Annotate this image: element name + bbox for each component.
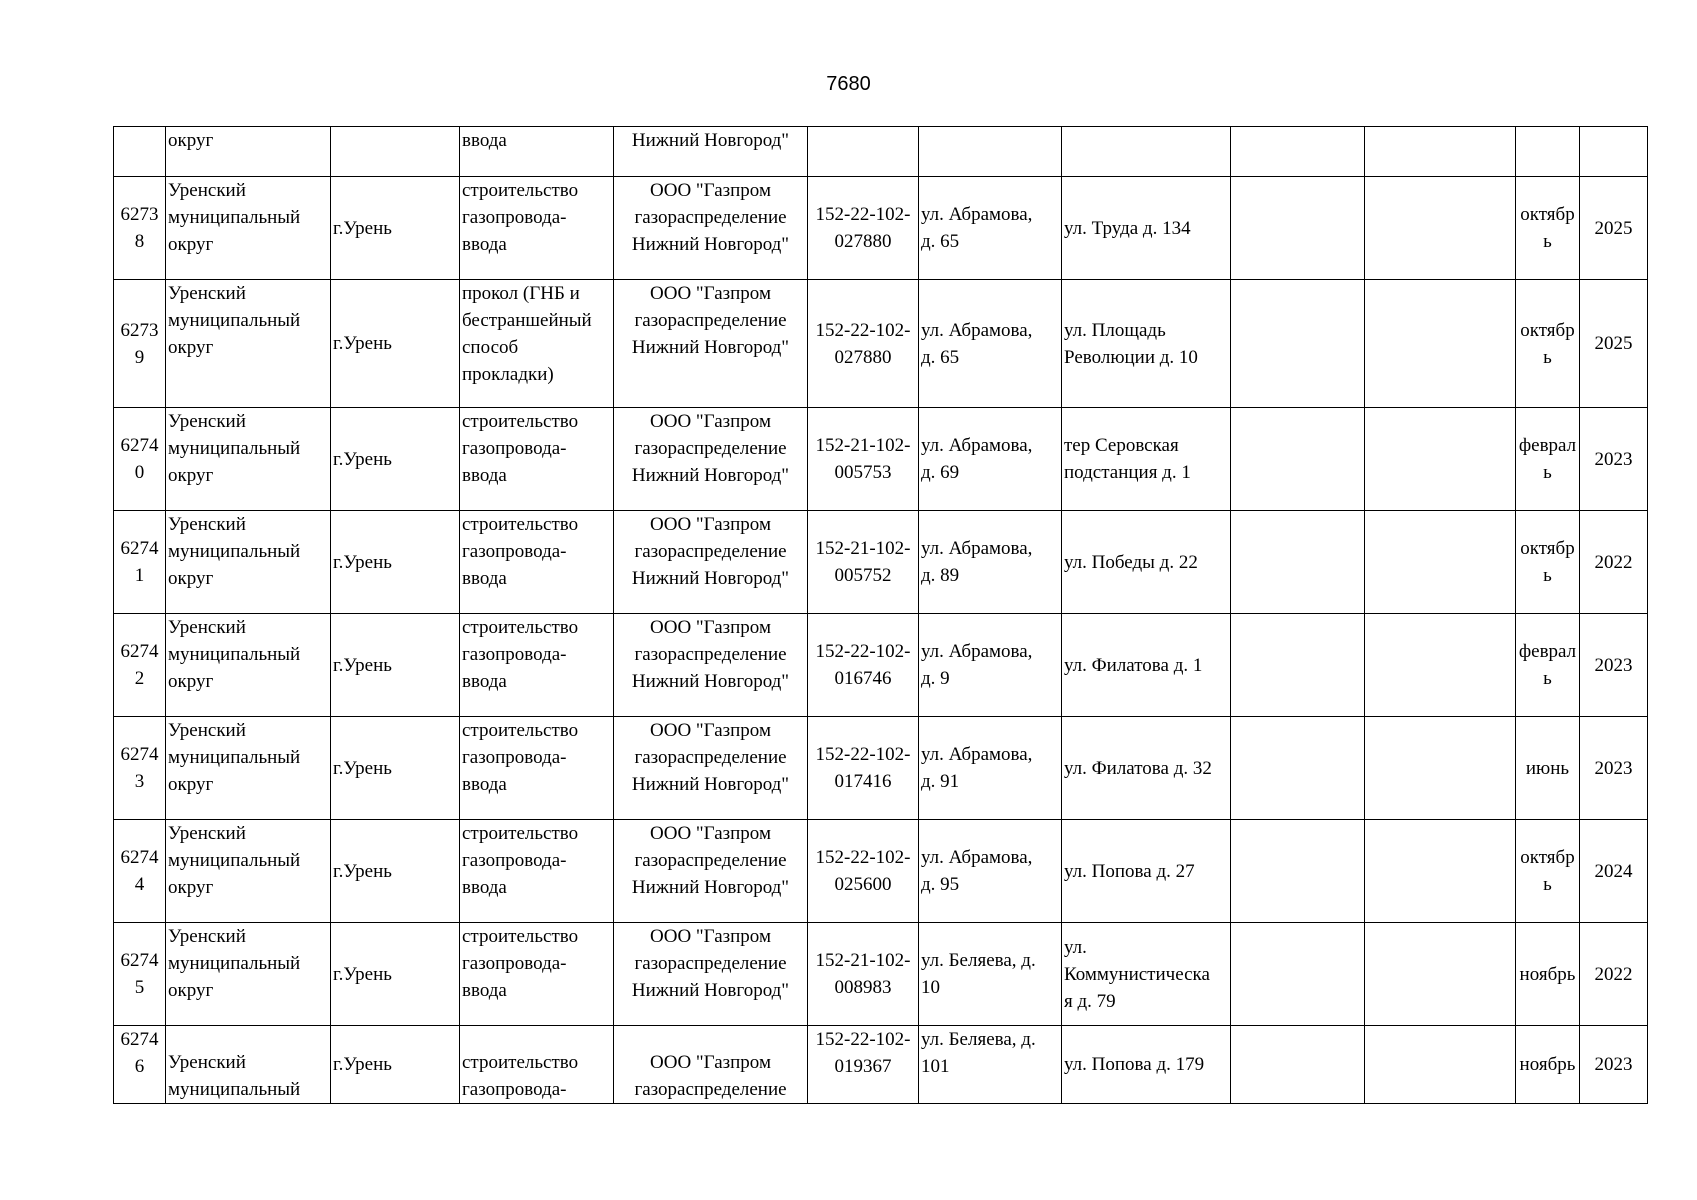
from-address-cell: ул. Абрамова, д. 65 [919,177,1062,280]
code-cell: 152-22-102- 017416 [808,717,919,820]
town-cell [331,127,460,177]
work-type-cell: строительство газопровода- ввода [460,717,614,820]
organization-cell: ООО "Газпром газораспределение Нижний Новгород" [614,820,808,923]
empty-cell [1231,820,1365,923]
district-cell: Уренский муниципальный округ [166,408,331,511]
row-number-cell: 6274 4 [114,820,166,923]
empty-cell [1365,511,1516,614]
month-cell: феврал ь [1516,408,1580,511]
organization-cell: ООО "Газпром газораспределение Нижний Новгород" [614,177,808,280]
year-cell: 2023 [1580,1026,1648,1104]
to-address-cell: ул. Филатова д. 32 [1062,717,1231,820]
year-cell [1580,127,1648,177]
town-cell: г.Урень [331,280,460,408]
code-cell: 152-22-102- 025600 [808,820,919,923]
district-cell: Уренский муниципальный округ [166,717,331,820]
organization-cell: ООО "Газпром газораспределение Нижний Новгород" [614,923,808,1026]
to-address-cell: ул. Площадь Революции д. 10 [1062,280,1231,408]
table-row [114,280,1648,408]
town-cell: г.Урень [331,177,460,280]
code-cell: 152-22-102- 019367 [808,1026,919,1104]
to-address-cell: ул. Победы д. 22 [1062,511,1231,614]
district-cell: Уренский муниципальный округ [166,280,331,408]
district-cell: Уренский муниципальный округ [166,923,331,1026]
empty-cell [1231,127,1365,177]
empty-cell [1365,280,1516,408]
table-row [114,127,1648,177]
district-cell: Уренский муниципальный округ [166,511,331,614]
work-type-cell: строительство газопровода- ввода [460,614,614,717]
from-address-cell: ул. Абрамова, д. 91 [919,717,1062,820]
to-address-cell: ул. Коммунистическа я д. 79 [1062,923,1231,1026]
code-cell [808,127,919,177]
work-type-cell: прокол (ГНБ и бестраншейный способ прокладки) [460,280,614,408]
empty-cell [1365,614,1516,717]
work-type-cell: строительство газопровода- ввода [460,177,614,280]
from-address-cell: ул. Беляева, д. 101 [919,1026,1062,1104]
row-number-cell: 6274 3 [114,717,166,820]
empty-cell [1231,923,1365,1026]
from-address-cell: ул. Абрамова, д. 89 [919,511,1062,614]
month-cell: ноябрь [1516,1026,1580,1104]
empty-cell [1231,717,1365,820]
from-address-cell [919,127,1062,177]
table-row [114,177,1648,280]
code-cell: 152-21-102- 008983 [808,923,919,1026]
year-cell: 2025 [1580,280,1648,408]
empty-cell [1365,923,1516,1026]
year-cell: 2023 [1580,717,1648,820]
work-type-cell: строительство газопровода- ввода [460,820,614,923]
year-cell: 2023 [1580,408,1648,511]
table-row [114,820,1648,923]
to-address-cell: тер Серовская подстанция д. 1 [1062,408,1231,511]
organization-cell: ООО "Газпром газораспределение Нижний Новгород" [614,614,808,717]
from-address-cell: ул. Абрамова, д. 95 [919,820,1062,923]
row-number-cell: 6274 1 [114,511,166,614]
registry-table [113,126,1648,1104]
empty-cell [1365,820,1516,923]
year-cell: 2023 [1580,614,1648,717]
organization-cell: ООО "Газпром газораспределение Нижний Новгород" [614,717,808,820]
row-number-cell: 6274 2 [114,614,166,717]
table-row [114,1026,1648,1104]
row-number-cell: 6274 6 [114,1026,166,1104]
empty-cell [1365,717,1516,820]
work-type-cell: строительство газопровода- [460,1026,614,1104]
empty-cell [1231,408,1365,511]
year-cell: 2025 [1580,177,1648,280]
empty-cell [1365,1026,1516,1104]
month-cell: октябр ь [1516,280,1580,408]
empty-cell [1231,177,1365,280]
month-cell: октябр ь [1516,177,1580,280]
to-address-cell [1062,127,1231,177]
district-cell: Уренский муниципальный округ [166,614,331,717]
town-cell: г.Урень [331,511,460,614]
table-row [114,923,1648,1026]
to-address-cell: ул. Филатова д. 1 [1062,614,1231,717]
month-cell: ноябрь [1516,923,1580,1026]
work-type-cell: строительство газопровода- ввода [460,923,614,1026]
organization-cell: ООО "Газпром газораспределение Нижний Новгород" [614,511,808,614]
organization-cell: ООО "Газпром газораспределение Нижний Новгород" [614,408,808,511]
district-cell: Уренский муниципальный округ [166,177,331,280]
code-cell: 152-22-102- 027880 [808,280,919,408]
town-cell: г.Урень [331,820,460,923]
district-cell: округ [166,127,331,177]
empty-cell [1365,127,1516,177]
town-cell: г.Урень [331,408,460,511]
table-row [114,408,1648,511]
row-number-cell: 6274 5 [114,923,166,1026]
code-cell: 152-21-102- 005753 [808,408,919,511]
to-address-cell: ул. Труда д. 134 [1062,177,1231,280]
year-cell: 2022 [1580,511,1648,614]
year-cell: 2022 [1580,923,1648,1026]
code-cell: 152-21-102- 005752 [808,511,919,614]
month-cell: октябр ь [1516,820,1580,923]
code-cell: 152-22-102- 016746 [808,614,919,717]
to-address-cell: ул. Попова д. 27 [1062,820,1231,923]
from-address-cell: ул. Беляева, д. 10 [919,923,1062,1026]
district-cell: Уренский муниципальный округ [166,820,331,923]
month-cell [1516,127,1580,177]
month-cell: июнь [1516,717,1580,820]
month-cell: октябр ь [1516,511,1580,614]
empty-cell [1231,280,1365,408]
to-address-cell: ул. Попова д. 179 [1062,1026,1231,1104]
town-cell: г.Урень [331,1026,460,1104]
row-number-cell: 6273 8 [114,177,166,280]
town-cell: г.Урень [331,614,460,717]
organization-cell: ООО "Газпром газораспределение [614,1026,808,1104]
row-number-cell: 6274 0 [114,408,166,511]
year-cell: 2024 [1580,820,1648,923]
work-type-cell: ввода [460,127,614,177]
work-type-cell: строительство газопровода- ввода [460,408,614,511]
page-number: 7680 [826,73,871,95]
row-number-cell [114,127,166,177]
town-cell: г.Урень [331,717,460,820]
empty-cell [1231,511,1365,614]
table-body [114,127,1648,1104]
district-cell: Уренский муниципальный [166,1026,331,1104]
empty-cell [1365,177,1516,280]
from-address-cell: ул. Абрамова, д. 65 [919,280,1062,408]
table-row [114,614,1648,717]
month-cell: феврал ь [1516,614,1580,717]
empty-cell [1231,1026,1365,1104]
empty-cell [1231,614,1365,717]
empty-cell [1365,408,1516,511]
town-cell: г.Урень [331,923,460,1026]
table-row [114,717,1648,820]
row-number-cell: 6273 9 [114,280,166,408]
from-address-cell: ул. Абрамова, д. 9 [919,614,1062,717]
organization-cell: ООО "Газпром газораспределение Нижний Новгород" [614,280,808,408]
work-type-cell: строительство газопровода- ввода [460,511,614,614]
organization-cell: Нижний Новгород" [614,127,808,177]
code-cell: 152-22-102- 027880 [808,177,919,280]
table-row [114,511,1648,614]
from-address-cell: ул. Абрамова, д. 69 [919,408,1062,511]
